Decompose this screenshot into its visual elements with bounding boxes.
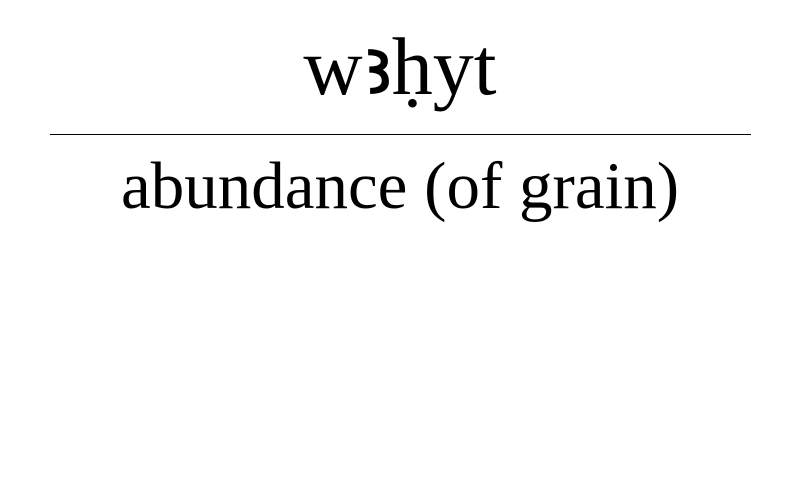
translation-gloss: abundance (of grain)	[120, 149, 680, 223]
divider-line	[50, 134, 751, 135]
transliteration-term: wꜣḥyt	[303, 21, 497, 112]
